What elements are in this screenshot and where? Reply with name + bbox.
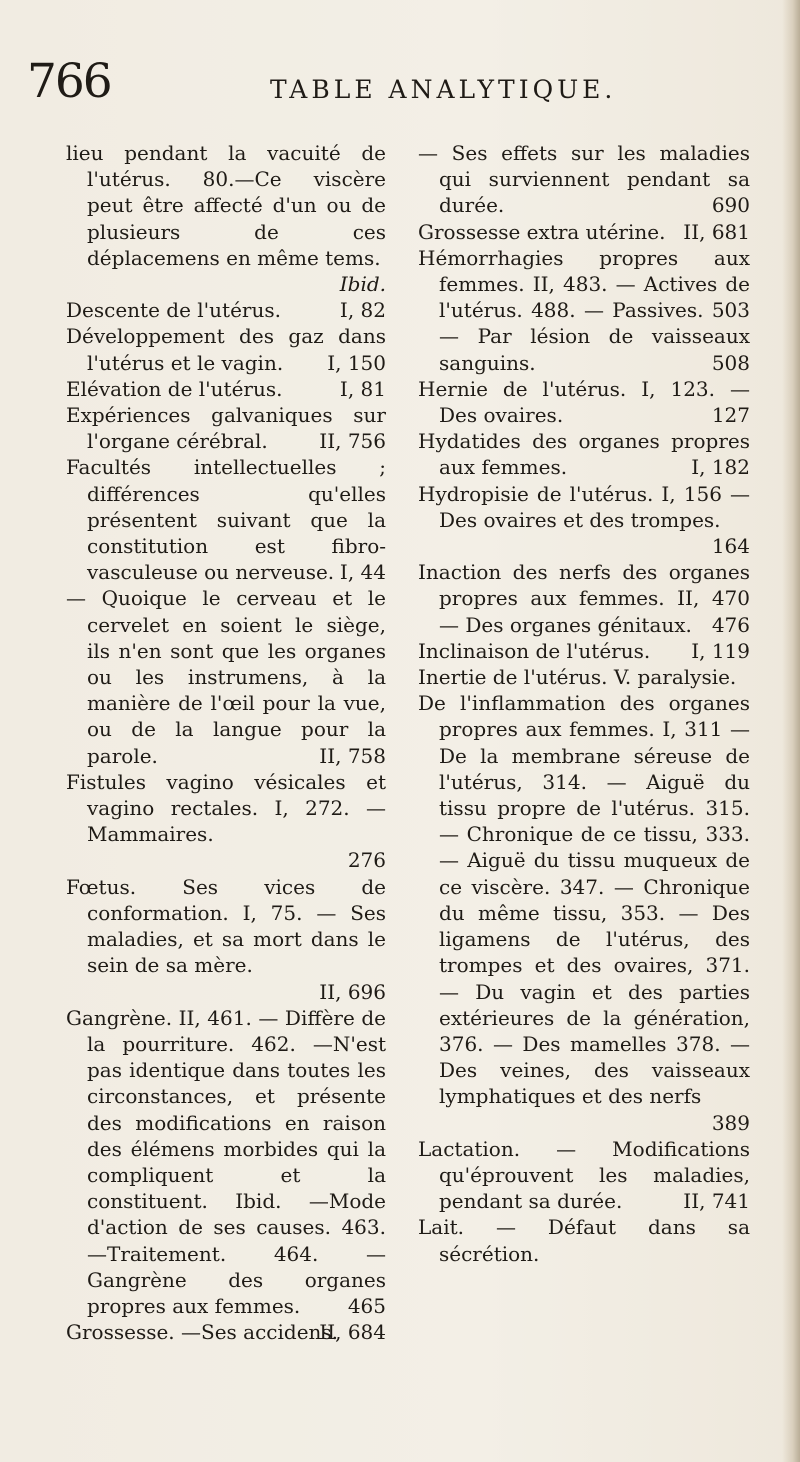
- index-entry: Gangrène. II, 461. — Diffère de la pourriture. 462. —N'est pas identique dans toutes les circonstances, et présente des modifications en raison des élémens morbides qui la compliquent et la constituent. Ibid. —Mode d'action de ses causes. 463. —Traitement. 464. —Gangrène des organes propres aux femmes. 465: [66, 1005, 386, 1318]
- page-number: 766: [27, 54, 111, 109]
- index-entry: Grossesse extra utérine. II, 681: [418, 219, 750, 244]
- index-entry: lieu pendant la vacuité de l'utérus. 80.—Ce viscère peut être affecté d'un ou de plusieurs de ces déplacemens en même tems. Ibid.: [66, 141, 386, 297]
- index-entry: — Quoique le cerveau et le cervelet en soient le siège, ils n'en sont que les organes ou les instrumens, à la manière de l'œil pour la vue, ou de la langue pour la parole. II, 758: [66, 586, 386, 768]
- index-entry: Inaction des nerfs des organes propres aux femmes. II, 470 — Des organes génitaux. 476: [418, 560, 750, 637]
- index-entry: Fœtus. Ses vices de conformation. I, 75. — Ses maladies, et sa mort dans le sein de sa mère. II, 696: [66, 874, 386, 1004]
- index-entry: Hémorrhagies propres aux femmes. II, 483. — Actives de l'utérus. 488. — Passives. 503 — Par lésion de vaisseaux sanguins. 508: [418, 245, 750, 375]
- index-entry: Hydatides des organes propres aux femmes. I, 182: [418, 429, 750, 480]
- running-title: TABLE ANALYTIQUE.: [270, 75, 617, 104]
- index-entry: — Ses effets sur les maladies qui surviennent pendant sa durée. 690: [418, 141, 750, 218]
- index-column-right: [418, 140, 750, 1267]
- index-entry: Grossesse. —Ses accidens. II, 684: [66, 1320, 386, 1345]
- index-entry: Inclinaison de l'utérus. I, 119: [418, 638, 750, 663]
- page-header: [0, 56, 800, 116]
- index-entry: Lait. — Défaut dans sa sécrétion.: [418, 1215, 750, 1266]
- index-entry: Facultés intellectuelles ; différences qu'elles présentent suivant que la constitution est fibro-vasculeuse ou nerveuse. I, 44: [66, 455, 386, 585]
- index-entry: Descente de l'utérus. I, 82: [66, 298, 386, 323]
- index-entry: Fistules vagino vésicales et vagino rectales. I, 272. — Mammaires. 276: [66, 769, 386, 873]
- index-entry: Développement des gaz dans l'utérus et le vagin. I, 150: [66, 324, 386, 375]
- page-edge-shadow: [782, 0, 800, 1462]
- index-entry: Hernie de l'utérus. I, 123. — Des ovaires. 127: [418, 376, 750, 428]
- index-entry: Elévation de l'utérus. I, 81: [66, 376, 386, 401]
- index-column-left: [66, 140, 386, 1345]
- index-entry: Expériences galvaniques sur l'organe cérébral. II, 756: [66, 403, 386, 454]
- index-entry: Hydropisie de l'utérus. I, 156 — Des ovaires et des trompes. 164: [418, 481, 750, 559]
- index-entry: Lactation. — Modifications qu'éprouvent les maladies, pendant sa durée. II, 741: [418, 1136, 750, 1214]
- index-entry: Inertie de l'utérus. V. paralysie.: [418, 665, 737, 690]
- index-entry: De l'inflammation des organes propres aux femmes. I, 311 — De la membrane séreuse de l'utérus, 314. — Aiguë du tissu propre de l'utérus. 315. — Chronique de ce tissu, 333. — Aiguë du tissu muqueux de ce viscère. 347. — Chronique du même tissu, 353. — Des ligamens de l'utérus, des trompes et des ovaires, 371. — Du vagin et des parties extérieures de la génération, 376. — Des mamelles 378. — Des veines, des vaisseaux lymphatiques et des nerfs 389: [418, 691, 750, 1135]
